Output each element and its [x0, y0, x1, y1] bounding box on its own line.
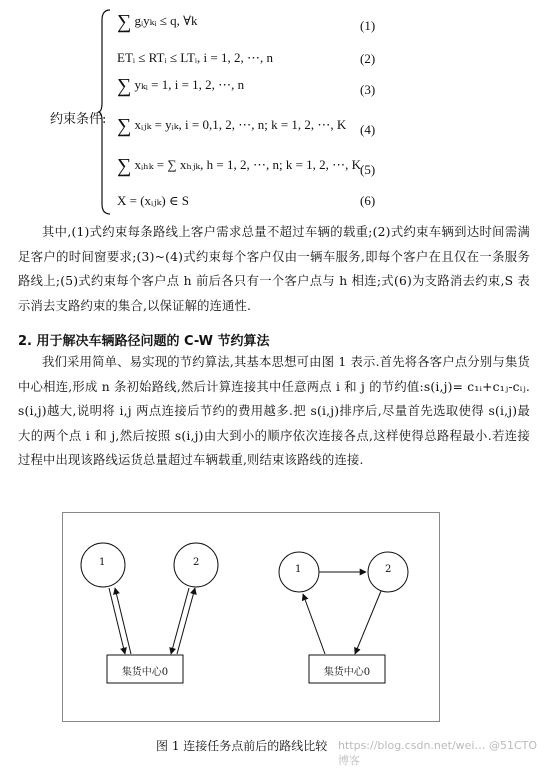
route-comparison-figure [62, 512, 440, 722]
route-edge [303, 594, 325, 654]
sum-symbol: ∑ [117, 155, 132, 177]
watermark: https://blog.csdn.net/wei… @51CTO博客 [338, 739, 538, 767]
route-diagram [63, 513, 439, 721]
equation-number-6: (6) [360, 193, 376, 208]
equation-5: ∑ xᵢₕₖ = ∑ xₕⱼₖ, h = 1, 2, ⋯, n; k = 1, 2, ⋯, K [117, 155, 362, 177]
route-edge [355, 591, 381, 654]
sum-symbol: ∑ [117, 115, 132, 137]
equation-4: ∑ xᵢⱼₖ = yᵢₖ, i = 0,1, 2, ⋯, n; k = 1, 2, ⋯, K [117, 115, 347, 137]
equation-number-5: (5) [360, 162, 376, 177]
equation-3: ∑ yₖᵢ = 1, i = 1, 2, ⋯, n [117, 75, 245, 97]
depot-label: 集货中心0 [121, 667, 169, 678]
equation-number-4: (4) [360, 122, 376, 137]
section-heading: 2. 用于解决车辆路径问题的 C-W 节约算法 [18, 334, 270, 349]
node-1-label: 1 [295, 564, 302, 575]
depot-label: 集货中心0 [323, 667, 371, 678]
cw-algorithm-paragraph: 我们采用简单、易实现的节约算法,其基本思想可由图 1 表示.首先将各客户点分别与集货中心相连,形成 n 条初始路线,然后计算连接其中任意两点 i 和 j 的节约值:s(i,j)= c₁ᵢ+c₁ⱼ-cᵢⱼ. s(i,j)越大,说明将 i,j 两点连接后节约的费用越多.把 s(i,j)排序后,尽量首先选取使得 s(i,j)最大的两个点 i 和 j,然后按照 s(i,j)由大到小的顺序依次连接各点,这样使得总路程最小.若连接过程中出现该路线运货总量超过车辆载重,则结束该路线的连接. [18, 355, 530, 467]
sum-symbol: ∑ [117, 75, 132, 97]
equation-number-3: (3) [360, 82, 376, 97]
node-1-label: 1 [99, 557, 106, 568]
node-2-label: 2 [385, 564, 392, 575]
equation-number-1: (1) [360, 18, 376, 33]
equation-6: X = (xᵢⱼₖ) ∈ S [117, 193, 190, 208]
equation-1: ∑ gᵢyₖᵢ ≤ q, ∀k [117, 11, 198, 33]
sum-symbol: ∑ [117, 11, 132, 33]
figure-caption: 图 1 连接任务点前后的路线比较 [156, 739, 328, 753]
constraint-brace [98, 8, 114, 216]
constraint-label: 约束条件: [50, 112, 107, 127]
explanation-paragraph: 其中,(1)式约束每条路线上客户需求总量不超过车辆的载重;(2)式约束车辆到达时间需满足客户的时间窗要求;(3)~(4)式约束每个客户仅由一辆车服务,即每个客户在且仅在一条服务路线上;(5)式约束每个客户点 h 前后各只有一个客户点与 h 相连;式(6)为支路消去约束,S 表示消去支路约束的集合,以保证解的连通性. [18, 225, 530, 313]
node-2-label: 2 [193, 557, 200, 568]
equation-number-2: (2) [360, 51, 376, 66]
equation-2: ETᵢ ≤ RTᵢ ≤ LTᵢ, i = 1, 2, ⋯, n [117, 50, 273, 65]
